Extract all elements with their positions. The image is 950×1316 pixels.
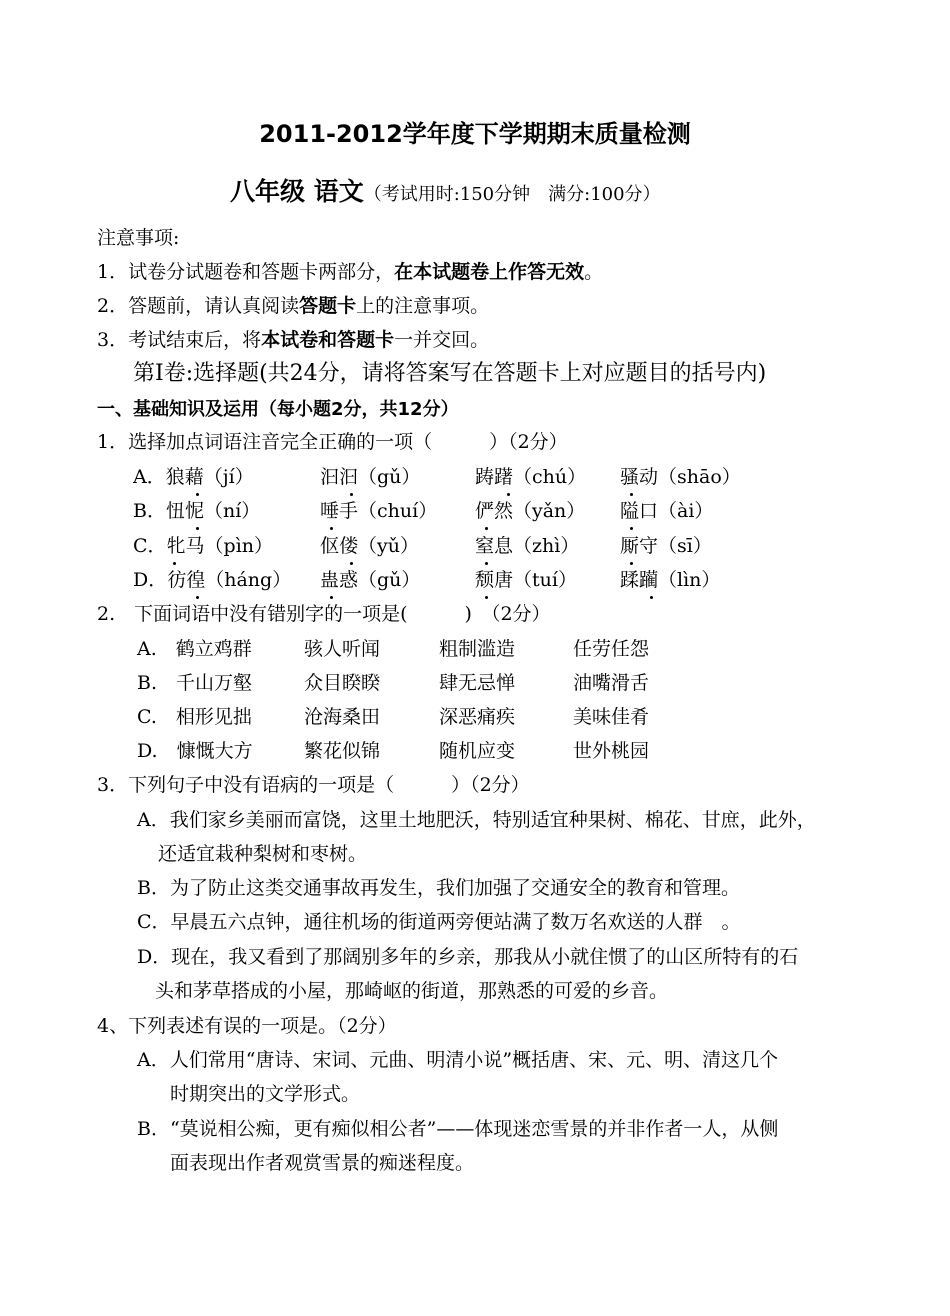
section-1-heading: 一、基础知识及运用（每小题2分，共12分） <box>97 399 459 420</box>
q4-option-a: A．人们常用“唐诗、宋词、元曲、明清小说”概括唐、宋、元、明、清这几个 <box>137 1049 779 1071</box>
emphasis-dot <box>350 493 353 496</box>
q1-option: D．彷徨（háng） <box>133 569 292 591</box>
q2-option: 深恶痛疾 <box>439 706 516 728</box>
q1-option: 蛊惑（gǔ） <box>320 569 421 591</box>
q2-option: 肆无忌惮 <box>439 672 516 694</box>
note-3-text: 3．考试结束后，将 <box>97 329 262 351</box>
note-3-end: 一并交回。 <box>394 329 490 351</box>
note-2-end: 上的注意事项。 <box>356 295 490 317</box>
emphasis-dot <box>196 596 199 599</box>
exam-title: 2011-2012学年度下学期期末质量检测 <box>259 120 691 148</box>
q2-option: B. 千山万壑 <box>137 672 253 694</box>
note-2 <box>97 294 489 318</box>
q1-option: 汩汩（gǔ） <box>320 466 421 488</box>
note-2-emphasis: 答题卡 <box>299 295 357 317</box>
q1-option: A．狼藉（jí） <box>133 466 254 488</box>
q1-option: 唾手（chuí） <box>320 500 438 522</box>
q2-option: A. 鹤立鸡群 <box>137 638 252 660</box>
q1-option: B．忸怩（ní） <box>133 500 261 522</box>
emphasis-dot <box>630 562 633 565</box>
q1-stem: 1．选择加点词语注音完全正确的一项（ ）（2分） <box>97 431 568 453</box>
q1-option: 蹂躏（lìn） <box>620 569 721 591</box>
emphasis-dot <box>173 562 176 565</box>
emphasis-dot <box>330 596 333 599</box>
exam-info: （考试用时:150分钟 满分:100分） <box>363 184 661 205</box>
q3-option-d: D．现在，我又看到了那阔别多年的乡亲，那我从小就住惯了的山区所特有的石 <box>137 946 799 968</box>
part-1-heading: 第Ⅰ卷:选择题(共24分，请将答案写在答题卡上对应题目的括号内) <box>133 361 767 386</box>
emphasis-dot <box>485 596 488 599</box>
q1-option: 厮守（sī） <box>620 535 712 557</box>
q3-option-d-cont: 头和茅草搭成的小屋，那崎岖的街道，那熟悉的可爱的乡音。 <box>155 980 669 1002</box>
q4-stem: 4、下列表述有误的一项是。（2分） <box>97 1015 397 1037</box>
emphasis-dot <box>350 562 353 565</box>
q2-option: D. 慷慨大方 <box>137 740 253 762</box>
q1-option: 窒息（zhì） <box>475 535 580 557</box>
q3-option-a: A．我们家乡美丽而富饶，这里土地肥沃，特别适宜种果树、棉花、甘庶，此外， <box>137 809 816 831</box>
q3-option-b: B．为了防止这类交通事故再发生，我们加强了交通安全的教育和管理。 <box>137 877 740 899</box>
q1-option: C．牝马（pìn） <box>133 535 274 557</box>
q2-option: 繁花似锦 <box>304 740 381 762</box>
emphasis-dot <box>507 493 510 496</box>
emphasis-dot <box>650 596 653 599</box>
q2-option: 美味佳肴 <box>573 706 650 728</box>
q2-option: 油嘴滑舌 <box>573 672 650 694</box>
note-1-text: 1．试卷分试题卷和答题卡两部分， <box>97 261 395 283</box>
q3-stem: 3．下列句子中没有语病的一项是（ ）（2分） <box>97 774 530 796</box>
q2-stem: 2. 下面词语中没有错别字的一项是( ) （2分） <box>97 603 551 625</box>
notes-heading: 注意事项: <box>97 227 180 249</box>
note-2-text: 2．答题前，请认真阅读 <box>97 295 300 317</box>
emphasis-dot <box>196 527 199 530</box>
emphasis-dot <box>630 527 633 530</box>
q2-option: 骇人听闻 <box>304 638 381 660</box>
q2-option: 任劳任怨 <box>573 638 650 660</box>
q3-option-c: C．早晨五六点钟，通往机场的街道两旁便站满了数万名欢送的人群 。 <box>137 911 741 933</box>
q1-option: 颓唐（tuí） <box>475 569 577 591</box>
q1-option: 踌躇（chú） <box>475 466 587 488</box>
q1-option: 骚动（shāo） <box>620 466 741 488</box>
q2-option: 粗制滥造 <box>439 638 516 660</box>
emphasis-dot <box>485 527 488 530</box>
exam-subtitle <box>230 176 661 211</box>
note-1-end: 。 <box>584 261 604 283</box>
q2-option: 随机应变 <box>439 740 516 762</box>
grade-subject: 八年级 语文 <box>230 177 364 206</box>
note-3 <box>97 328 489 352</box>
emphasis-dot <box>196 493 199 496</box>
note-1 <box>97 260 603 284</box>
q4-option-b: B．“莫说相公痴，更有痴似相公者”——体现迷恋雪景的并非作者一人，从侧 <box>137 1118 779 1140</box>
q2-option: 沧海桑田 <box>304 706 381 728</box>
emphasis-dot <box>330 527 333 530</box>
note-3-emphasis: 本试卷和答题卡 <box>261 329 395 351</box>
q1-option: 伛偻（yǔ） <box>320 535 419 557</box>
note-1-emphasis: 在本试题卷上作答无效 <box>394 261 585 283</box>
q3-option-a-cont: 还适宜栽种梨树和枣树。 <box>158 843 368 865</box>
q4-option-b-cont: 面表现出作者观赏雪景的痴迷程度。 <box>170 1152 475 1174</box>
q1-option: 俨然（yǎn） <box>475 500 586 522</box>
emphasis-dot <box>485 562 488 565</box>
q2-option: 世外桃园 <box>573 740 650 762</box>
emphasis-dot <box>630 493 633 496</box>
q2-option: 众目睽睽 <box>304 672 381 694</box>
q2-option: C. 相形见拙 <box>137 706 252 728</box>
q4-option-a-cont: 时期突出的文学形式。 <box>170 1083 361 1105</box>
q1-option: 隘口（ài） <box>620 500 714 522</box>
